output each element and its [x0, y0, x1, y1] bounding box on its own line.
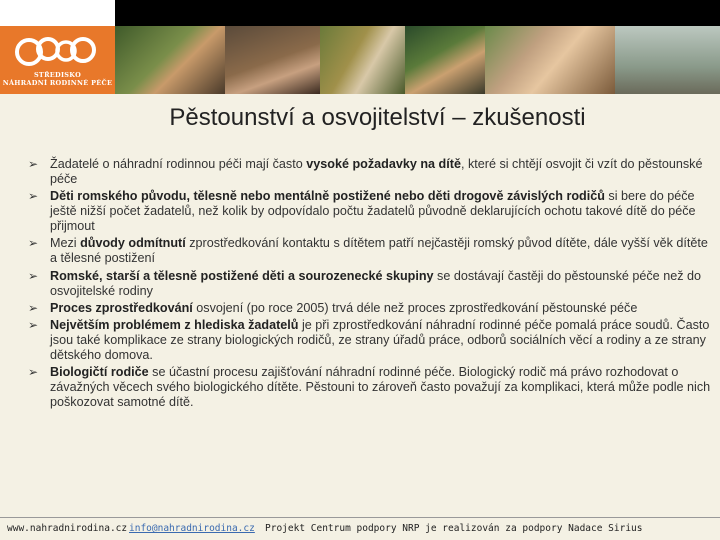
bullet-arrow-icon: ➢ — [28, 365, 39, 380]
bullet-emphasis: Biologičtí rodiče — [50, 365, 149, 380]
bullet-arrow-icon: ➢ — [28, 189, 39, 204]
bullet-text: , které si chtějí osvojit či vzít do pěstounské péče — [50, 157, 703, 186]
organization-logo — [0, 26, 115, 94]
bullet-arrow-icon: ➢ — [28, 236, 39, 251]
photo-children-group — [115, 26, 225, 94]
bullet-text: je při zprostředkování náhradní rodinné péče pomalá práce soudů. Často jsou také komplikace ze strany biologických rodičů, ze strany úřadů práce, odborů sociálních věcí a rodiny a ze strany dětského domova. — [50, 317, 710, 362]
bullet-arrow-icon: ➢ — [28, 157, 39, 171]
photo-child-path — [615, 26, 720, 94]
bullet-item — [28, 318, 714, 363]
bullet-item — [28, 269, 714, 299]
bullet-text: Žadatelé o náhradní rodinnou péči mají často — [50, 157, 307, 171]
bullet-emphasis: Proces zprostředkování — [50, 300, 193, 315]
footer-email-link[interactable]: info@nahradnirodina.cz — [129, 523, 255, 534]
slide-title: Pěstounství a osvojitelství – zkušenosti — [169, 104, 586, 131]
footer-divider — [0, 517, 720, 518]
header-banner — [0, 26, 720, 94]
bullet-item — [28, 236, 714, 266]
bullet-text: se účastní procesu zajišťování náhradní rodinné péče. Biologický rodič má právo rozhodovat o závažných věcech svého biologického dítěte. Pěstouni to zároveň často považují za komplikaci, která může podle nich poškozovat samotné dítě. — [50, 365, 711, 410]
footer — [0, 517, 720, 540]
bullet-text: si bere do péče ještě nižší počet žadatelů, než kolik by odpovídalo počtu žadatelů původně deklarujících ochotu takové dítě do péče přijmout — [50, 189, 696, 234]
photo-girl — [320, 26, 405, 94]
footer-note: Projekt Centrum podpory NRP je realizován za podpory Nadace Sirius — [265, 523, 643, 534]
bullet-emphasis: Romské, starší a tělesně postižené děti a sourozenecké skupiny — [50, 268, 434, 283]
bullet-item — [28, 157, 714, 187]
photo-two-boys — [485, 26, 615, 94]
bullet-item — [28, 365, 714, 410]
bullet-emphasis: Děti romského původu, tělesně nebo mentálně postižené nebo děti drogově závislých rodičů — [50, 189, 605, 204]
photo-forest — [225, 26, 320, 94]
bullet-text: osvojení (po roce 2005) trvá déle než proces zprostředkování pěstounské péče — [192, 300, 638, 315]
top-bar-white — [0, 0, 115, 26]
logo-line-1: STŘEDISKO — [33, 71, 82, 79]
bullet-arrow-icon: ➢ — [28, 268, 39, 283]
bullet-emphasis: důvody odmítnutí — [80, 236, 186, 251]
bullet-emphasis: vysoké požadavky na dítě — [306, 157, 461, 171]
bullet-arrow-icon: ➢ — [28, 300, 39, 315]
photo-boy-smiling — [405, 26, 485, 94]
bullet-list — [28, 157, 714, 412]
top-bar — [0, 0, 720, 26]
bullet-emphasis: Největším problémem z hlediska žadatelů — [50, 317, 299, 332]
top-bar-black — [115, 0, 720, 26]
bullet-text: Mezi — [50, 236, 81, 251]
bullet-item — [28, 301, 714, 316]
footer-website: www.nahradnirodina.cz — [7, 523, 128, 534]
logo-line-2: NÁHRADNÍ RODINNÉ PÉČE — [2, 79, 113, 87]
family-circles-logo-icon — [13, 32, 103, 70]
bullet-item — [28, 189, 714, 234]
bullet-text: se dostávají častěji do pěstounské péče než do osvojitelské rodiny — [50, 268, 702, 298]
bullet-text: zprostředkování kontaktu s dítětem patří nejčastěji romský původ dítěte, dále vyšší věk dítěte a tělesné postižení — [50, 236, 708, 266]
bullet-arrow-icon: ➢ — [28, 317, 39, 332]
